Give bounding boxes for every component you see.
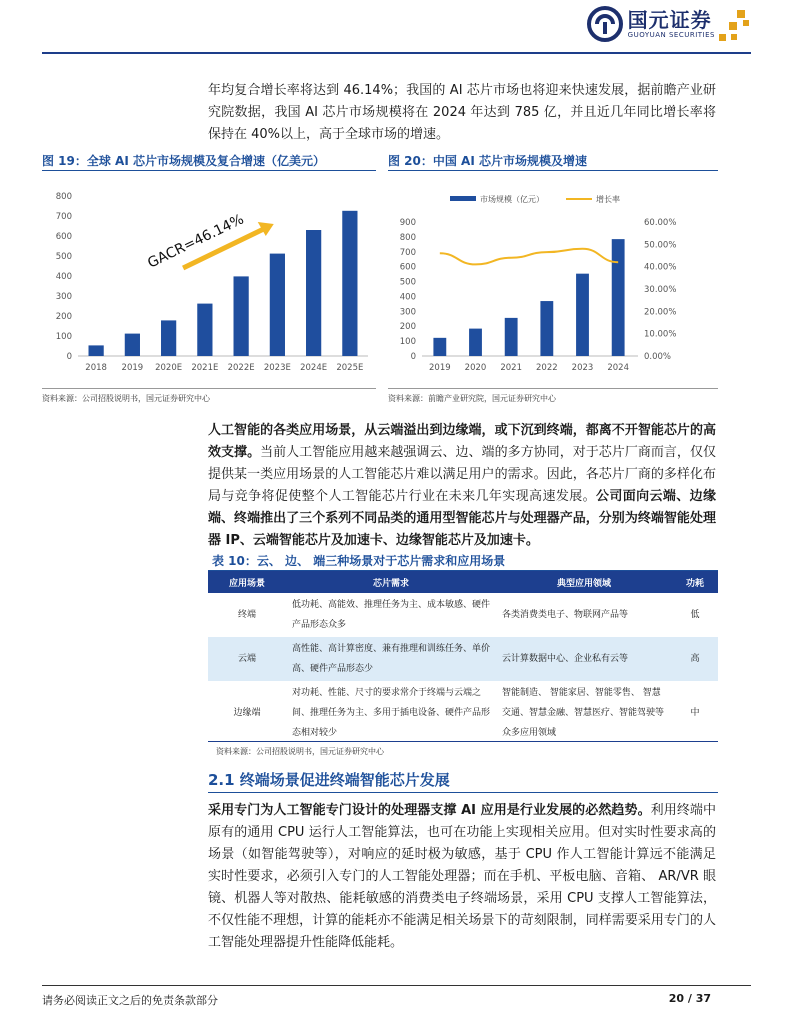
- y-tick-label: 400: [55, 272, 72, 282]
- y-tick-label: 100: [55, 332, 72, 342]
- legend-swatch-bars: [450, 196, 476, 201]
- x-tick-label: 2019: [429, 363, 451, 373]
- para3-bold-lead: 采用专门为人工智能专门设计的处理器支撑 AI 应用是行业发展的必然趋势。: [208, 803, 651, 818]
- figure-19-bar-chart: [42, 174, 378, 384]
- application-scenarios-paragraph: [208, 420, 716, 552]
- table-cell-requirement: 低功耗、高能效、推理任务为主、成本敏感、硬件产品形态众多: [292, 600, 491, 630]
- table-cell-scenario: 终端: [237, 610, 256, 620]
- bar: [576, 274, 589, 356]
- header-divider: [42, 52, 751, 54]
- table-cell-requirement: 高性能、高计算密度、兼有推理和训练任务、单价高、硬件产品形态少: [286, 637, 496, 681]
- bar: [433, 338, 446, 356]
- para2-bold-lead: 人工智能的各类应用场景，从云端溢出到边缘端，或下沉到终端，都离不开智能芯片的高效支撑。: [208, 423, 716, 460]
- y-tick-label: 800: [399, 232, 416, 243]
- y-tick-label: 100: [399, 337, 416, 348]
- y2-tick-label: 60.00%: [644, 218, 677, 228]
- bar: [270, 254, 285, 356]
- y2-tick-label: 10.00%: [644, 329, 677, 340]
- table-header-cell: 典型应用领域: [496, 571, 672, 593]
- table-cell-scenario: 边缘端: [233, 708, 261, 718]
- figure-19-title-rule: [42, 170, 376, 171]
- legend-label-line: 增长率: [596, 195, 620, 204]
- x-tick-label: 2025E: [336, 363, 364, 373]
- figure-19-title: 图 19：全球 AI 芯片市场规模及复合增速（亿美元）: [42, 154, 325, 168]
- guoyuan-logo-icon: [587, 6, 623, 42]
- bar: [612, 239, 625, 356]
- y-tick-label: 0: [410, 352, 416, 362]
- intro-paragraph: 年均复合增长率将达到 46.14%；我国的 AI 芯片市场也将迎来快速发展，据前瞻产业研究院数据，我国 AI 芯片市场规模将在 2024 年达到 785 亿，并且近几年同比增长率将保持在 40%以上，高于全球市场的增速。: [208, 83, 716, 142]
- y-tick-label: 700: [55, 212, 72, 222]
- bar: [306, 230, 321, 356]
- cagr-annotation: GACR=46.14%: [145, 211, 247, 272]
- bar: [161, 320, 176, 356]
- table-cell-requirement: 对功耗、性能、尺寸的要求常介于终端与云端之间、推理任务为主、多用于插电设备、硬件产品形态相对较少: [292, 688, 491, 738]
- table-10-source: 资料来源：公司招股说明书，国元证券研究中心: [216, 747, 384, 756]
- bar: [197, 304, 212, 356]
- company-logo: [587, 6, 715, 42]
- section-2-1-heading: 2.1 终端场景促进终端智能芯片发展: [208, 771, 450, 789]
- table-cell-power: 低: [690, 610, 700, 620]
- y-tick-label: 200: [399, 322, 416, 333]
- bar: [234, 276, 249, 356]
- y2-tick-label: 50.00%: [644, 240, 677, 251]
- table-header-cell: 芯片需求: [286, 571, 496, 593]
- figure-20-title-rule: [388, 170, 718, 171]
- y-tick-label: 900: [399, 218, 416, 228]
- table-10: [208, 571, 718, 745]
- terminal-scenario-paragraph: [208, 800, 716, 954]
- figure-20-source-rule: [388, 388, 718, 389]
- bar: [505, 318, 518, 356]
- logo-chinese-name: 国元证券: [627, 7, 712, 32]
- x-tick-label: 2022: [536, 363, 558, 373]
- x-tick-label: 2018: [85, 363, 107, 373]
- figure-19-source-rule: [42, 388, 376, 389]
- bar: [342, 211, 357, 356]
- table-row: [208, 681, 718, 745]
- y2-tick-label: 40.00%: [644, 262, 677, 273]
- y2-tick-label: 30.00%: [644, 285, 677, 295]
- footer-divider: [42, 985, 751, 986]
- y-tick-label: 300: [55, 292, 72, 302]
- bar: [469, 329, 482, 356]
- y-tick-label: 400: [399, 292, 416, 303]
- table-row: [208, 637, 718, 681]
- logo-english-name: GUOYUAN SECURITIES: [627, 30, 715, 39]
- y-tick-label: 800: [55, 192, 72, 202]
- table-cell-power: 中: [690, 708, 700, 718]
- table-header-cell: 应用场景: [208, 571, 286, 593]
- table-cell-power: 高: [672, 637, 718, 681]
- figure-20-title: 图 20：中国 AI 芯片市场规模及增速: [388, 154, 587, 168]
- y-tick-label: 300: [399, 307, 416, 318]
- table-cell-application: 智能制造、 智能家居、智能零售、 智慧交通、智慧金融、智慧医疗、智能驾驶等众多应用领域: [502, 688, 665, 738]
- table-cell-application: 云计算数据中心、企业私有云等: [496, 637, 672, 681]
- bar: [540, 301, 553, 356]
- section-heading-rule: [208, 792, 718, 793]
- table-cell-scenario: 云端: [208, 637, 286, 681]
- bar: [125, 334, 140, 356]
- para2-bold-tail: 公司面向云端、边缘端、终端推出了三个系列不同品类的通用型智能芯片与处理器产品，分别为终端智能处理器 IP、云端智能芯片及加速卡、边缘智能芯片及加速卡。: [208, 489, 716, 548]
- x-tick-label: 2021: [500, 363, 522, 373]
- y-tick-label: 500: [55, 252, 72, 262]
- x-tick-label: 2024E: [300, 363, 328, 373]
- bar: [89, 345, 104, 356]
- x-tick-label: 2021E: [191, 363, 219, 373]
- figure-20-source: 资料来源：前瞻产业研究院，国元证券研究中心: [388, 394, 556, 403]
- figure-19-source: 资料来源：公司招股说明书，国元证券研究中心: [42, 394, 210, 403]
- y2-tick-label: 20.00%: [644, 307, 677, 318]
- x-tick-label: 2024: [607, 363, 629, 373]
- figure-20-combo-chart: [388, 174, 718, 384]
- x-tick-label: 2020: [464, 363, 487, 373]
- table-cell-application: 各类消费类电子、物联网产品等: [502, 610, 629, 620]
- y-tick-label: 200: [55, 312, 72, 322]
- table-header-row: [208, 571, 718, 593]
- legend-label-bars: 市场规模（亿元）: [480, 195, 544, 204]
- para2-body: 当前人工智能应用越来越强调云、边、端的多方协同，对于芯片厂商而言，仅仅提供某一类应用场景的人工智能芯片难以满足用户的需求。因此，各芯片厂商的多样化布局与竞争将促使整个人工智能芯片行业在未来几年实现高速发展。: [208, 445, 716, 504]
- x-tick-label: 2023: [571, 363, 594, 373]
- y-tick-label: 700: [399, 247, 416, 258]
- footer-disclaimer: 请务必阅读正文之后的免责条款部分: [42, 994, 218, 1007]
- page-header: [0, 0, 793, 56]
- growth-rate-line: [440, 249, 618, 265]
- table-header-cell: 功耗: [672, 571, 718, 593]
- table-row: [208, 593, 718, 637]
- y-tick-label: 600: [55, 232, 72, 242]
- y-tick-label: 600: [399, 262, 416, 273]
- y-tick-label: 0: [66, 352, 72, 362]
- x-tick-label: 2020E: [155, 363, 183, 373]
- x-tick-label: 2022E: [227, 363, 255, 373]
- x-tick-label: 2019: [121, 363, 144, 373]
- table-10-title: 表 10：云、 边、 端三种场景对于芯片需求和应用场景: [212, 554, 506, 568]
- x-tick-label: 2023E: [263, 363, 291, 373]
- y2-tick-label: 0.00%: [644, 352, 672, 362]
- y-tick-label: 500: [399, 277, 416, 288]
- gold-squares-decoration-icon: [715, 10, 751, 44]
- table-10-bottom-rule: [208, 741, 718, 742]
- para3-body: 利用终端中原有的通用 CPU 运行人工智能算法，也可在功能上实现相关应用。但对实时性要求高的场景（如智能驾驶等），对响应的延时极为敏感，基于 CPU 作人工智能计算远不能满足实时性要求，必须引入专门的人工智能处理器；而在手机、平板电脑、音箱、 AR/VR 眼镜、机器人等对散热、能耗敏感的消费类电子终端场景，采用 CPU 支撑人工智能算法，不仅性能不理想，计算的能耗亦不能满足相关场景下的苛刻限制，同样需要采用专门的人工智能处理器提升性能降低能耗。: [208, 803, 716, 950]
- page-number: 20 / 37: [668, 992, 711, 1005]
